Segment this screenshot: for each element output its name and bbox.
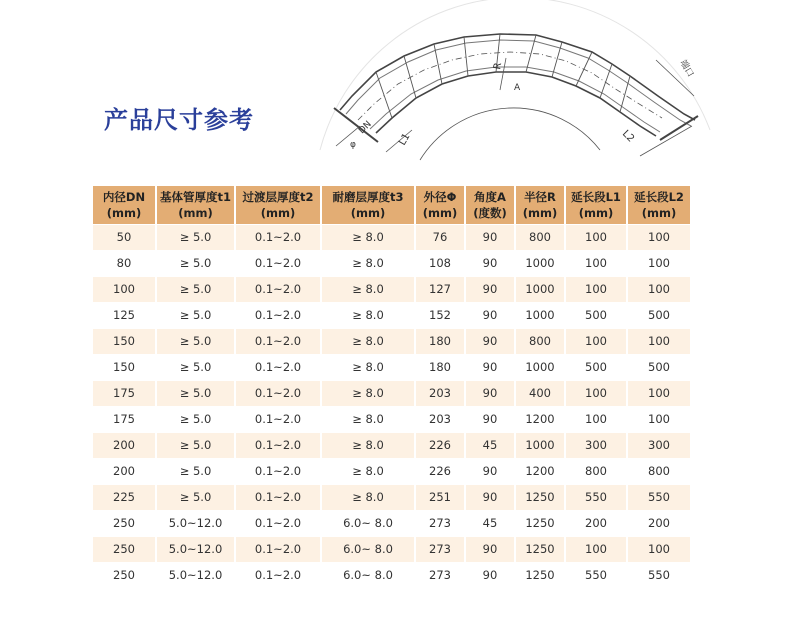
header-base-thickness: 基体管厚度t1 (mm)	[156, 186, 235, 224]
table-cell: 226	[415, 432, 465, 458]
table-cell: 90	[465, 536, 515, 562]
table-cell: 100	[627, 276, 690, 302]
table-cell: 1000	[515, 250, 565, 276]
a-label: A	[514, 83, 521, 93]
table-cell: 90	[465, 406, 515, 432]
header-wear-thickness: 耐磨层厚度t3 (mm)	[321, 186, 415, 224]
table-cell: 125	[93, 302, 156, 328]
table-cell: ≥ 8.0	[321, 432, 415, 458]
size-reference-table	[93, 186, 690, 588]
table-cell: ≥ 5.0	[156, 328, 235, 354]
table-cell: 100	[93, 276, 156, 302]
table-cell: 200	[93, 432, 156, 458]
elbow-pipe-diagram	[300, 0, 720, 180]
table-row	[93, 224, 690, 250]
table-cell: 273	[415, 510, 465, 536]
table-cell: 76	[415, 224, 465, 250]
table-row	[93, 354, 690, 380]
table-cell: 5.0~12.0	[156, 510, 235, 536]
table-cell: 300	[565, 432, 627, 458]
header-transition-thickness: 过渡层厚度t2 (mm)	[235, 186, 321, 224]
table-cell: 1250	[515, 510, 565, 536]
table-cell: 200	[627, 510, 690, 536]
table-cell: 1250	[515, 536, 565, 562]
table-row	[93, 562, 690, 588]
table-cell: 0.1~2.0	[235, 354, 321, 380]
table-cell: 45	[465, 510, 515, 536]
table-cell: ≥ 8.0	[321, 458, 415, 484]
table-cell: 1000	[515, 354, 565, 380]
table-cell: 200	[565, 510, 627, 536]
table-cell: ≥ 8.0	[321, 276, 415, 302]
table-cell: 100	[565, 276, 627, 302]
table-cell: 90	[465, 484, 515, 510]
table-cell: 150	[93, 354, 156, 380]
table-cell: 0.1~2.0	[235, 224, 321, 250]
section-title: 产品尺寸参考	[104, 106, 254, 134]
l2-label: L2	[619, 128, 637, 145]
table-cell: 800	[515, 224, 565, 250]
table-cell: 250	[93, 510, 156, 536]
table-cell: 1000	[515, 432, 565, 458]
table-cell: 100	[565, 406, 627, 432]
table-cell: 175	[93, 380, 156, 406]
table-cell: 100	[565, 224, 627, 250]
table-cell: 80	[93, 250, 156, 276]
table-header-row	[93, 186, 690, 224]
table-cell: 100	[627, 250, 690, 276]
corner-label: 端口	[677, 58, 696, 80]
table-cell: ≥ 5.0	[156, 224, 235, 250]
table-cell: 0.1~2.0	[235, 406, 321, 432]
table-cell: 108	[415, 250, 465, 276]
table-cell: ≥ 8.0	[321, 302, 415, 328]
table-cell: 500	[565, 302, 627, 328]
table-cell: 90	[465, 354, 515, 380]
table-row	[93, 458, 690, 484]
table-cell: ≥ 8.0	[321, 354, 415, 380]
table-cell: 5.0~12.0	[156, 536, 235, 562]
table-cell: 273	[415, 562, 465, 588]
table-cell: 500	[627, 302, 690, 328]
table-cell: 550	[565, 562, 627, 588]
header-angle: 角度A (度数)	[465, 186, 515, 224]
table-cell: 0.1~2.0	[235, 432, 321, 458]
table-cell: 0.1~2.0	[235, 484, 321, 510]
table-cell: 800	[515, 328, 565, 354]
table-cell: 0.1~2.0	[235, 302, 321, 328]
table-cell: 0.1~2.0	[235, 458, 321, 484]
table-cell: 90	[465, 276, 515, 302]
table-cell: 90	[465, 328, 515, 354]
table-cell: ≥ 5.0	[156, 458, 235, 484]
table-cell: 1200	[515, 458, 565, 484]
table-cell: ≥ 5.0	[156, 302, 235, 328]
table-cell: 90	[465, 562, 515, 588]
table-cell: 0.1~2.0	[235, 276, 321, 302]
table-cell: 225	[93, 484, 156, 510]
table-cell: 0.1~2.0	[235, 328, 321, 354]
table-cell: 203	[415, 406, 465, 432]
table-cell: 50	[93, 224, 156, 250]
table-cell: 0.1~2.0	[235, 250, 321, 276]
table-cell: 100	[627, 328, 690, 354]
header-outer-diameter: 外径Φ (mm)	[415, 186, 465, 224]
dn-label: DN	[357, 119, 374, 137]
header-extension-l2: 延长段L2 (mm)	[627, 186, 690, 224]
table-cell: 200	[93, 458, 156, 484]
header-extension-l1: 延长段L1 (mm)	[565, 186, 627, 224]
table-cell: 0.1~2.0	[235, 510, 321, 536]
table-cell: 5.0~12.0	[156, 562, 235, 588]
table-cell: 550	[627, 484, 690, 510]
table-cell: ≥ 8.0	[321, 484, 415, 510]
table-cell: ≥ 5.0	[156, 484, 235, 510]
header-inner-diameter: 内径DN (mm)	[93, 186, 156, 224]
table-cell: 273	[415, 536, 465, 562]
table-cell: 90	[465, 380, 515, 406]
table-row	[93, 276, 690, 302]
table-row	[93, 328, 690, 354]
table-cell: 90	[465, 224, 515, 250]
table-cell: 100	[627, 224, 690, 250]
table-cell: ≥ 8.0	[321, 406, 415, 432]
table-cell: 90	[465, 302, 515, 328]
table-cell: ≥ 5.0	[156, 276, 235, 302]
table-row	[93, 536, 690, 562]
table-cell: 0.1~2.0	[235, 562, 321, 588]
l1-label: L1	[397, 131, 413, 148]
table-cell: 180	[415, 354, 465, 380]
table-cell: 0.1~2.0	[235, 536, 321, 562]
phi-label: φ	[350, 140, 356, 150]
table-cell: 800	[565, 458, 627, 484]
table-cell: ≥ 8.0	[321, 250, 415, 276]
table-cell: 226	[415, 458, 465, 484]
table-row	[93, 302, 690, 328]
table-cell: ≥ 5.0	[156, 432, 235, 458]
table-cell: 100	[565, 328, 627, 354]
table-cell: 550	[627, 562, 690, 588]
table-cell: 175	[93, 406, 156, 432]
table-row	[93, 406, 690, 432]
table-cell: 127	[415, 276, 465, 302]
table-cell: 250	[93, 536, 156, 562]
table-cell: ≥ 8.0	[321, 224, 415, 250]
table-row	[93, 380, 690, 406]
table-cell: 100	[565, 380, 627, 406]
table-cell: 251	[415, 484, 465, 510]
table-cell: 180	[415, 328, 465, 354]
table-cell: ≥ 8.0	[321, 328, 415, 354]
table-cell: 500	[627, 354, 690, 380]
table-cell: 400	[515, 380, 565, 406]
table-row	[93, 484, 690, 510]
table-cell: 100	[565, 536, 627, 562]
table-cell: 800	[627, 458, 690, 484]
table-cell: 90	[465, 250, 515, 276]
table-row	[93, 250, 690, 276]
table-cell: 100	[627, 380, 690, 406]
table-cell: ≥ 5.0	[156, 250, 235, 276]
table-cell: 6.0~ 8.0	[321, 510, 415, 536]
table-cell: 1250	[515, 484, 565, 510]
r-label: R	[492, 61, 505, 71]
table-cell: 6.0~ 8.0	[321, 536, 415, 562]
table-cell: 6.0~ 8.0	[321, 562, 415, 588]
elbow-inner-wall	[376, 72, 656, 136]
table-cell: ≥ 5.0	[156, 380, 235, 406]
table-cell: 1000	[515, 276, 565, 302]
table-cell: 150	[93, 328, 156, 354]
table-cell: 152	[415, 302, 465, 328]
table-cell: 0.1~2.0	[235, 380, 321, 406]
table-body	[93, 224, 690, 588]
table-row	[93, 510, 690, 536]
table-cell: 100	[565, 250, 627, 276]
table-cell: 250	[93, 562, 156, 588]
table-cell: 90	[465, 458, 515, 484]
table-cell: ≥ 5.0	[156, 354, 235, 380]
table-cell: 100	[627, 536, 690, 562]
table-cell: 1250	[515, 562, 565, 588]
table-cell: 45	[465, 432, 515, 458]
elbow-outer-wall	[340, 34, 695, 120]
table-cell: 1200	[515, 406, 565, 432]
table-cell: 203	[415, 380, 465, 406]
table-cell: 1000	[515, 302, 565, 328]
table-cell: 100	[627, 406, 690, 432]
table-cell: 550	[565, 484, 627, 510]
header-radius: 半径R (mm)	[515, 186, 565, 224]
table-cell: 300	[627, 432, 690, 458]
table-cell: ≥ 8.0	[321, 380, 415, 406]
table-row	[93, 432, 690, 458]
table-cell: 500	[565, 354, 627, 380]
table-cell: ≥ 5.0	[156, 406, 235, 432]
